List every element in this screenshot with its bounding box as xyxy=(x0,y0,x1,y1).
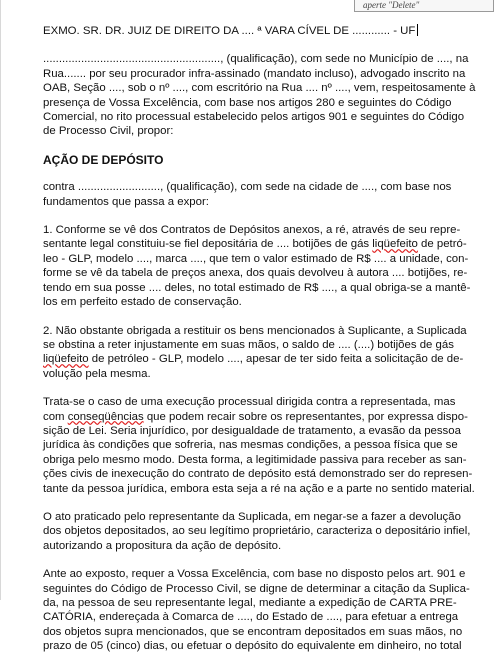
comment-balloon[interactable] xyxy=(354,0,494,12)
intro-paragraph: ........................................................, (qualificação), com sede no Município de ...., na Rua....... por seu procurador infra-assinado (mandato incluso), advogado inscrito na OAB, Seção ...., sob o nº ...., com escritório na Rua .... nº ...., vem, respeitosamente à presença de Vossa Excelência, com base nos artigos 280 e seguintes do Código Comercial, no rito processual estabelecido pelos artigos 901 e seguintes do Código de Processo Civil, propor: xyxy=(43,53,476,138)
paragraph-1: 1. Conforme se vê dos Contratos de Depósitos anexos, a ré, através de seu repre- sentante legal constituiu-se fiel depositária de .... botijões de gás liqüefeito de petró- leo - GLP, modelo ...., marca ...., que tem o valor estimado de R$ .... a unidade, con- forme se vê da tabela de preços anexa, dos quais devolveu à autora .... botijões, re- tendo em sua posse .... deles, no total estimado de R$ ...., a qual obriga-se a mantê- los em perfeito estado de conservação. xyxy=(43,224,471,309)
document-body[interactable] xyxy=(43,24,476,654)
comment-text: aperte "Delete" xyxy=(363,0,420,10)
addressee-line: EXMO. SR. DR. JUIZ DE DIREITO DA .... ª VARA CÍVEL DE ............ - UF xyxy=(43,24,462,38)
section-heading: AÇÃO DE DEPÓSITO xyxy=(43,152,164,167)
spelling-flag: liqüefeito xyxy=(372,238,418,251)
paragraph-5: Ante ao exposto, requer a Vossa Excelência, com base no disposto pelos art. 901 e seguintes do Código de Processo Civil, se digne de determinar a citação da Suplica- da, na pessoa de seu representante legal, mediante a expedição de CARTA PRE- CATÓRIA, endereçada à Comarca de ...., do Estado de ...., para efetuar a entrega dos objetos supra mencionados, que se encontram depositados em suas mãos, no prazo de 05 (cinco) dias, ou efetuar o depósito do equivalente em dinheiro, no total xyxy=(43,568,470,653)
spelling-flag: liqüefeito xyxy=(43,353,89,366)
paragraph-2: 2. Não obstante obrigada a restituir os bens mencionados à Suplicante, a Suplicada se obstina a reter injustamente em suas mãos, o saldo de .... (....) botijões de gás liqüefeito de petróleo - GLP, modelo ...., apesar de ter sido feita a solicitação de de- volução pela mesma. xyxy=(43,324,467,380)
paragraph-3: Trata-se o caso de uma execução processual dirigida contra a representada, mas com conseqüências que podem recair sobre os representantes, por expressa dispo- sição de Lei. Seria injurídico, por desigualdade de tratamento, a evasão da pessoa jurídica às condições que sofreria, nas mesmas condições, a pessoa física que se obriga pelo mesmo modo. Desta forma, a legitimidade passiva para receber as san- ções civis de inexecução do contrato de depósito está demonstrado ser do represen- tante da pessoa jurídica, embora esta seja a ré na ação e a parte no sentido material. xyxy=(43,396,475,495)
spelling-flag: conseqüências xyxy=(67,410,144,423)
text-cursor xyxy=(417,24,418,36)
contra-paragraph: contra .........................., (qualificação), com sede na cidade de ...., com base nos fundamentos que passa a expor: xyxy=(43,181,452,208)
paragraph-4: O ato praticado pelo representante da Suplicada, em negar-se a fazer a devolução dos objetos depositados, ao seu legítimo proprietário, caracteriza o depositário infiel, autorizando a propositura da ação de depósito. xyxy=(43,510,471,552)
